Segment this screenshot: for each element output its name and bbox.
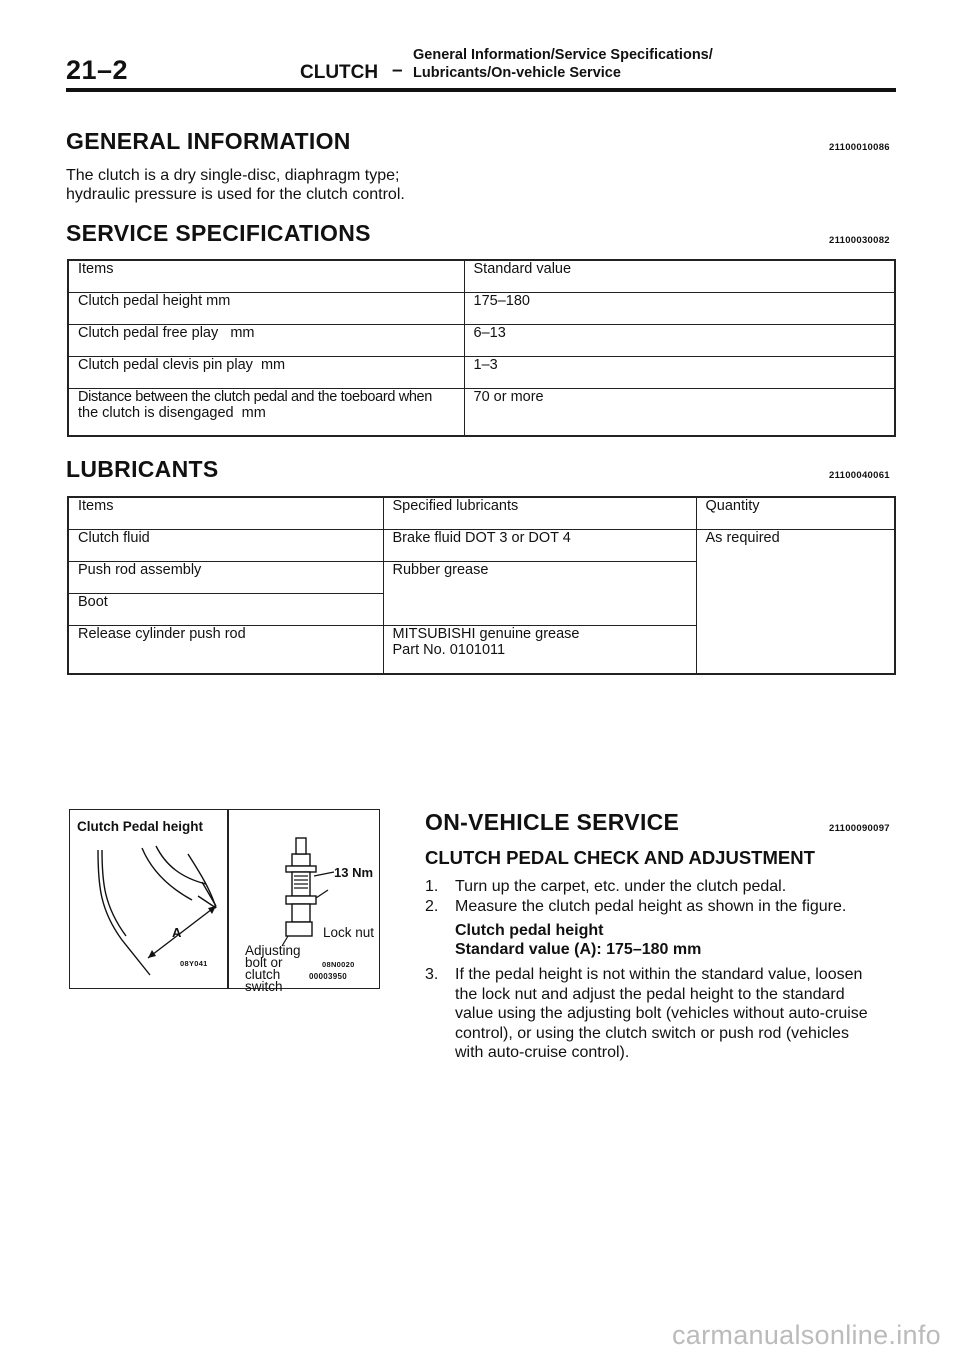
dimension-line-a xyxy=(148,906,216,958)
table-header-specified-lubricants: Specified lubricants xyxy=(383,497,696,529)
figure-code-left: 08Y041 xyxy=(180,959,208,968)
table-row xyxy=(68,388,895,436)
figure-clutch: clutch xyxy=(245,967,281,982)
table-cell: Rubber grease xyxy=(383,561,696,625)
figure-label-a: A xyxy=(172,925,182,940)
table-cell: 70 or more xyxy=(464,388,895,436)
table-cell: 1–3 xyxy=(464,356,895,388)
general-information-line1: The clutch is a dry single-disc, diaphragm type; xyxy=(66,167,400,184)
table-header-standard-value: Standard value xyxy=(464,260,895,292)
step-number: 2. xyxy=(425,898,439,915)
on-vehicle-service-heading: ON-VEHICLE SERVICE xyxy=(425,809,680,835)
general-information-heading: GENERAL INFORMATION xyxy=(66,128,351,154)
figure-code-right2: 00003950 xyxy=(309,972,347,981)
switch-body xyxy=(286,922,312,936)
watermark[interactable]: carmanualsonline.info xyxy=(672,1320,941,1350)
section-name: CLUTCH xyxy=(300,62,379,83)
table-cell: Clutch fluid xyxy=(68,529,383,561)
service-specifications-table xyxy=(67,259,896,437)
table-cell-line2: the clutch is disengaged mm xyxy=(78,404,266,421)
table-cell: Clutch pedal clevis pin play mm xyxy=(68,356,464,388)
table-cell: Boot xyxy=(68,593,383,625)
table-header-items: Items xyxy=(68,260,464,292)
on-vehicle-service-code: 21100090097 xyxy=(829,823,890,834)
step-2 xyxy=(425,897,900,917)
table-cell-line2: Part No. 0101011 xyxy=(392,641,506,658)
figure-bolt-or: bolt or xyxy=(245,955,283,970)
figure-code-right1: 08N0020 xyxy=(322,960,355,969)
lock-nut xyxy=(286,896,316,904)
table-cell: Clutch pedal height mm xyxy=(68,292,464,324)
table-cell: Brake fluid DOT 3 or DOT 4 xyxy=(383,529,696,561)
figure-torque: 13 Nm xyxy=(334,865,374,880)
pedal-arm-line xyxy=(98,850,150,975)
table-row xyxy=(68,529,895,561)
table-row xyxy=(68,356,895,388)
table-cell: Release cylinder push rod xyxy=(68,625,383,674)
service-specifications-code: 21100030082 xyxy=(829,235,890,246)
table-cell-line1: Distance between the clutch pedal and the toeboard when xyxy=(78,388,432,405)
check-adjustment-subtitle: CLUTCH PEDAL CHECK AND ADJUSTMENT xyxy=(425,847,815,868)
figure-switch: switch xyxy=(245,979,283,994)
lubricants-heading: LUBRICANTS xyxy=(66,456,219,482)
bracket xyxy=(286,866,316,872)
page-number: 21–2 xyxy=(66,55,129,85)
pedal-arm-inner-line xyxy=(102,850,126,936)
arrow-head-icon xyxy=(208,906,216,914)
toeboard-line-2 xyxy=(156,846,206,884)
toeboard-line xyxy=(142,848,192,900)
table-cell: Clutch pedal free play mm xyxy=(68,324,464,356)
step-line: the lock nut and adjust the pedal height to the standard xyxy=(455,985,845,1003)
figure-lock-nut: Lock nut xyxy=(323,925,375,940)
step-line: If the pedal height is not within the standard value, loosen xyxy=(455,966,863,983)
table-header-quantity: Quantity xyxy=(696,497,895,529)
service-specifications-heading: SERVICE SPECIFICATIONS xyxy=(66,220,371,246)
figure-divider xyxy=(227,809,229,989)
table-row xyxy=(68,324,895,356)
step-line: control), or using the clutch switch or push rod (vehicles xyxy=(455,1024,849,1042)
leader-torque xyxy=(314,872,334,876)
step-text: Turn up the carpet, etc. under the clutch pedal. xyxy=(455,878,787,895)
table-cell: 6–13 xyxy=(464,324,895,356)
spec-label: Clutch pedal height xyxy=(455,922,604,939)
general-information-line2: hydraulic pressure is used for the clutch control. xyxy=(66,186,405,203)
bolt-head xyxy=(292,854,310,866)
header-subtitle-line1: General Information/Service Specifications/ xyxy=(413,47,713,63)
step-number: 3. xyxy=(425,966,439,983)
figure-adjusting: Adjusting xyxy=(245,943,301,958)
lubricants-table xyxy=(67,496,896,675)
step-number: 1. xyxy=(425,878,439,895)
step-line: with auto-cruise control). xyxy=(455,1044,630,1061)
spec-value: Standard value (A): 175–180 mm xyxy=(455,941,702,958)
table-header-items: Items xyxy=(68,497,383,529)
table-cell-quantity: As required xyxy=(696,529,895,674)
step-1 xyxy=(425,877,900,897)
bolt-top xyxy=(296,838,306,854)
step-3 xyxy=(425,965,900,1065)
step-line: value using the adjusting bolt (vehicles without auto-cruise xyxy=(455,1005,868,1022)
table-row xyxy=(68,260,895,292)
lubricants-code: 21100040061 xyxy=(829,470,890,481)
bolt-lower xyxy=(292,904,310,922)
step-text: Measure the clutch pedal height as shown in the figure. xyxy=(455,898,847,915)
header-rule xyxy=(66,88,896,92)
table-cell xyxy=(383,625,696,674)
general-information-code: 21100010086 xyxy=(829,142,890,153)
step-text xyxy=(455,965,868,1063)
table-cell xyxy=(68,388,464,436)
header-subtitle-line2: Lubricants/On-vehicle Service xyxy=(413,65,621,81)
leader-lock-nut xyxy=(316,890,328,898)
table-row xyxy=(68,292,895,324)
arrow-head-icon xyxy=(148,950,156,958)
section-dash: – xyxy=(392,60,403,81)
table-cell-line1: MITSUBISHI genuine grease xyxy=(392,625,580,642)
table-cell: 175–180 xyxy=(464,292,895,324)
table-cell: Push rod assembly xyxy=(68,561,383,593)
figure-title: Clutch Pedal height xyxy=(77,819,204,834)
table-row xyxy=(68,497,895,529)
